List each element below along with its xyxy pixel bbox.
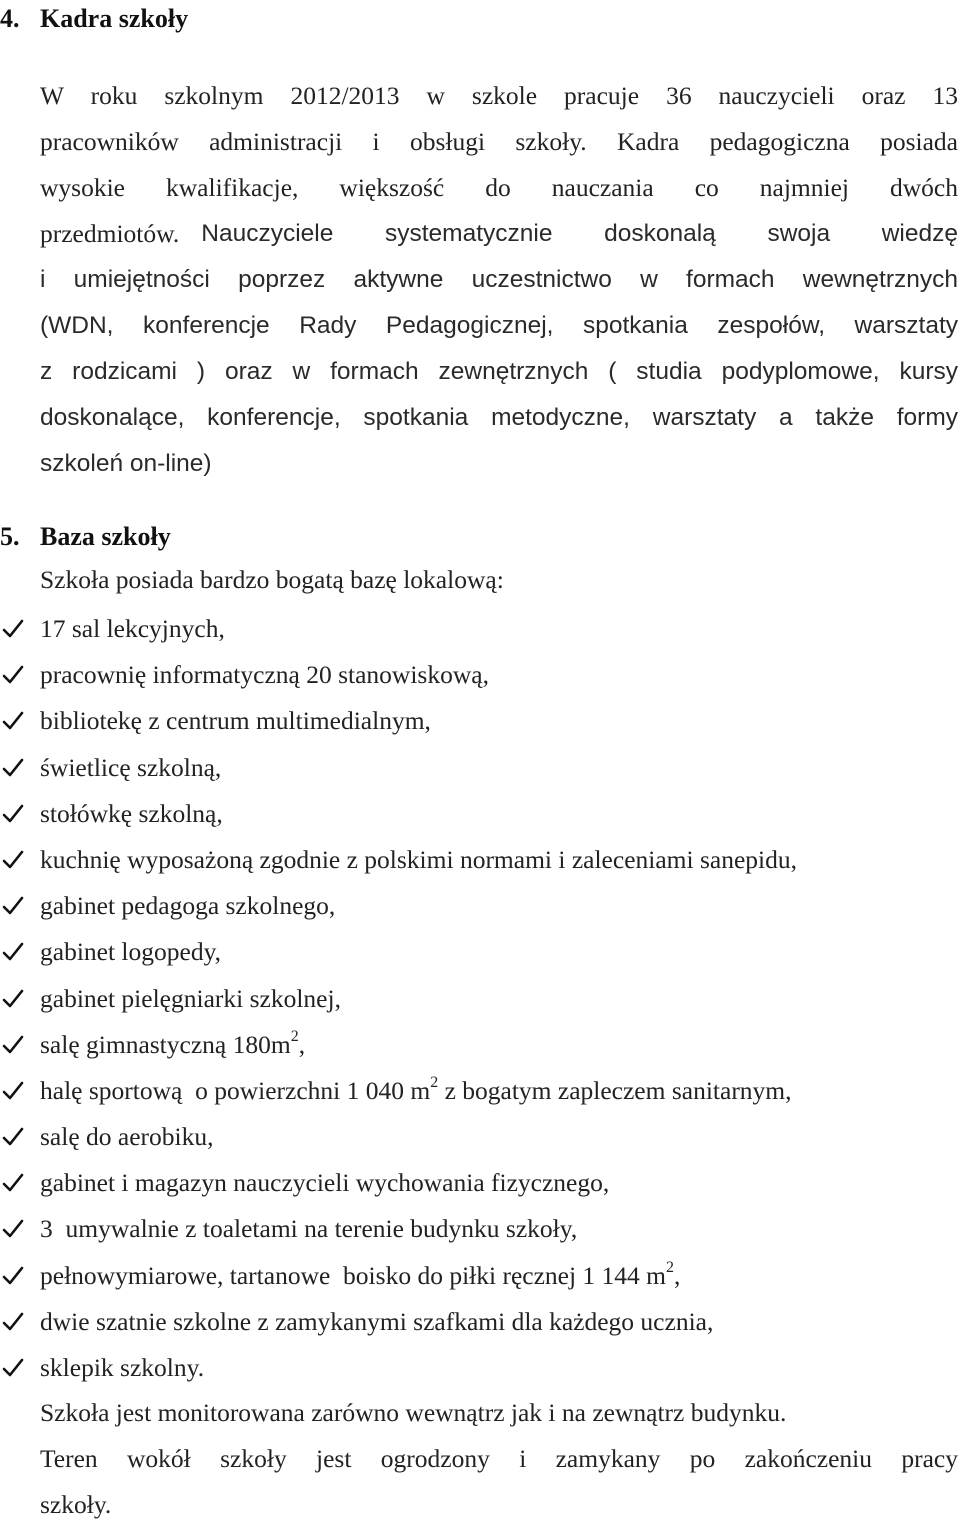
checkmark-icon <box>2 619 24 639</box>
list-item <box>0 1345 797 1391</box>
list-item <box>0 883 797 929</box>
checkmark-icon <box>2 665 24 685</box>
list-item <box>0 1068 797 1114</box>
list-item <box>0 745 797 791</box>
list-item-text: kuchnię wyposażoną zgodnie z polskimi normami i zaleceniami sanepidu, <box>40 844 797 874</box>
paragraph-line: W roku szkolnym 2012/2013 w szkole pracuje 36 nauczycieli oraz 13 <box>40 81 958 110</box>
list-item-suffix: , <box>674 1260 681 1290</box>
list-item-text: bibliotekę z centrum multimedialnym, <box>40 706 431 736</box>
section-5-number: 5. <box>0 522 20 551</box>
list-item-suffix: , <box>298 1029 306 1059</box>
list-item <box>0 1114 797 1160</box>
section-4-heading <box>0 2 188 36</box>
list-item <box>0 837 797 883</box>
checkmark-icon <box>2 1312 24 1332</box>
section-4-title: Kadra szkoły <box>40 4 189 33</box>
list-item <box>0 1160 797 1206</box>
checkmark-icon <box>2 1266 24 1286</box>
list-item <box>0 791 797 837</box>
list-item-text: stołówkę szkolną, <box>40 798 223 828</box>
checkmark-icon <box>2 989 24 1009</box>
paragraph-line: szkoleń on-line) <box>40 450 212 477</box>
list-item-text: świetlicę szkolną, <box>40 752 222 782</box>
checkmark-icon <box>2 1081 24 1101</box>
closing-line: Teren wokół szkoły jest ogrodzony i zamykany po zakończeniu pracy <box>40 1444 958 1473</box>
checkmark-icon <box>2 1173 24 1193</box>
facilities-list <box>0 606 797 1391</box>
paragraph-line: wysokie kwalifikacje, większość do nauczania co najmniej dwóch <box>40 173 958 202</box>
superscript: 2 <box>666 1258 675 1276</box>
checkmark-icon <box>2 711 24 731</box>
list-item-text: gabinet logopedy, <box>40 937 222 967</box>
checkmark-icon <box>2 1219 24 1239</box>
checkmark-icon <box>2 804 24 824</box>
closing-line: szkoły. <box>40 1490 112 1519</box>
closing-paragraph <box>40 1390 958 1528</box>
section-4-paragraph <box>40 73 958 487</box>
paragraph-line-part: przedmiotów. <box>40 219 180 248</box>
list-item <box>0 1206 797 1252</box>
section-4-number: 4. <box>0 4 20 33</box>
list-item-text: salę do aerobiku, <box>40 1122 214 1152</box>
paragraph-line: i umiejętności poprzez aktywne uczestnictwo w formach wewnętrznych <box>40 266 958 293</box>
closing-line: Szkoła jest monitorowana zarówno wewnątrz jak i na zewnątrz budynku. <box>40 1398 787 1427</box>
list-item-text: salę gimnastyczną 180m <box>40 1029 291 1059</box>
list-item <box>0 652 797 698</box>
checkmark-icon <box>2 758 24 778</box>
intro-line: Szkoła posiada bardzo bogatą bazę lokalową: <box>40 565 504 594</box>
section-5-intro <box>40 557 958 603</box>
checkmark-icon <box>2 896 24 916</box>
list-item <box>0 698 797 744</box>
checkmark-icon <box>2 1035 24 1055</box>
paragraph-line-mixed <box>40 211 958 257</box>
list-item-text: halę sportową o powierzchni 1 040 m <box>40 1075 431 1105</box>
checkmark-icon <box>2 1358 24 1378</box>
list-item-suffix: z bogatym zapleczem sanitarnym, <box>438 1075 792 1105</box>
paragraph-line: z rodzicami ) oraz w formach zewnętrznych ( studia podyplomowe, kursy <box>40 358 958 385</box>
list-item-text: gabinet pielęgniarki szkolnej, <box>40 983 341 1013</box>
list-item-text: sklepik szkolny. <box>40 1353 205 1382</box>
section-5-title: Baza szkoły <box>40 522 171 551</box>
paragraph-line: (WDN, konferencje Rady Pedagogicznej, spotkania zespołów, warsztaty <box>40 312 958 339</box>
checkmark-icon <box>2 850 24 870</box>
list-item <box>0 1299 797 1345</box>
paragraph-line: doskonalące, konferencje, spotkania metodyczne, warsztaty a także formy <box>40 404 958 431</box>
list-item <box>0 606 797 652</box>
list-item-text: gabinet pedagoga szkolnego, <box>40 891 336 921</box>
list-item-text: 3 umywalnie z toaletami na terenie budynku szkoły, <box>40 1214 578 1244</box>
paragraph-line-part: Nauczyciele systematycznie doskonalą swoja wiedzę <box>201 220 958 247</box>
list-item-text: pełnowymiarowe, tartanowe boisko do piłki ręcznej 1 144 m <box>40 1260 667 1290</box>
list-item-text: dwie szatnie szkolne z zamykanymi szafkami dla każdego ucznia, <box>40 1306 714 1336</box>
list-item <box>0 929 797 975</box>
list-item <box>0 1253 797 1299</box>
superscript: 2 <box>290 1027 299 1045</box>
checkmark-icon <box>2 1127 24 1147</box>
list-item-text: pracownię informatyczną 20 stanowiskową, <box>40 660 489 690</box>
section-5-heading <box>0 520 171 554</box>
superscript: 2 <box>430 1073 439 1091</box>
paragraph-line: pracowników administracji i obsługi szkoły. Kadra pedagogiczna posiada <box>40 127 958 156</box>
list-item <box>0 976 797 1022</box>
list-item-text: 17 sal lekcyjnych, <box>40 614 225 643</box>
checkmark-icon <box>2 942 24 962</box>
list-item <box>0 1022 797 1068</box>
list-item-text: gabinet i magazyn nauczycieli wychowania fizycznego, <box>40 1168 610 1198</box>
